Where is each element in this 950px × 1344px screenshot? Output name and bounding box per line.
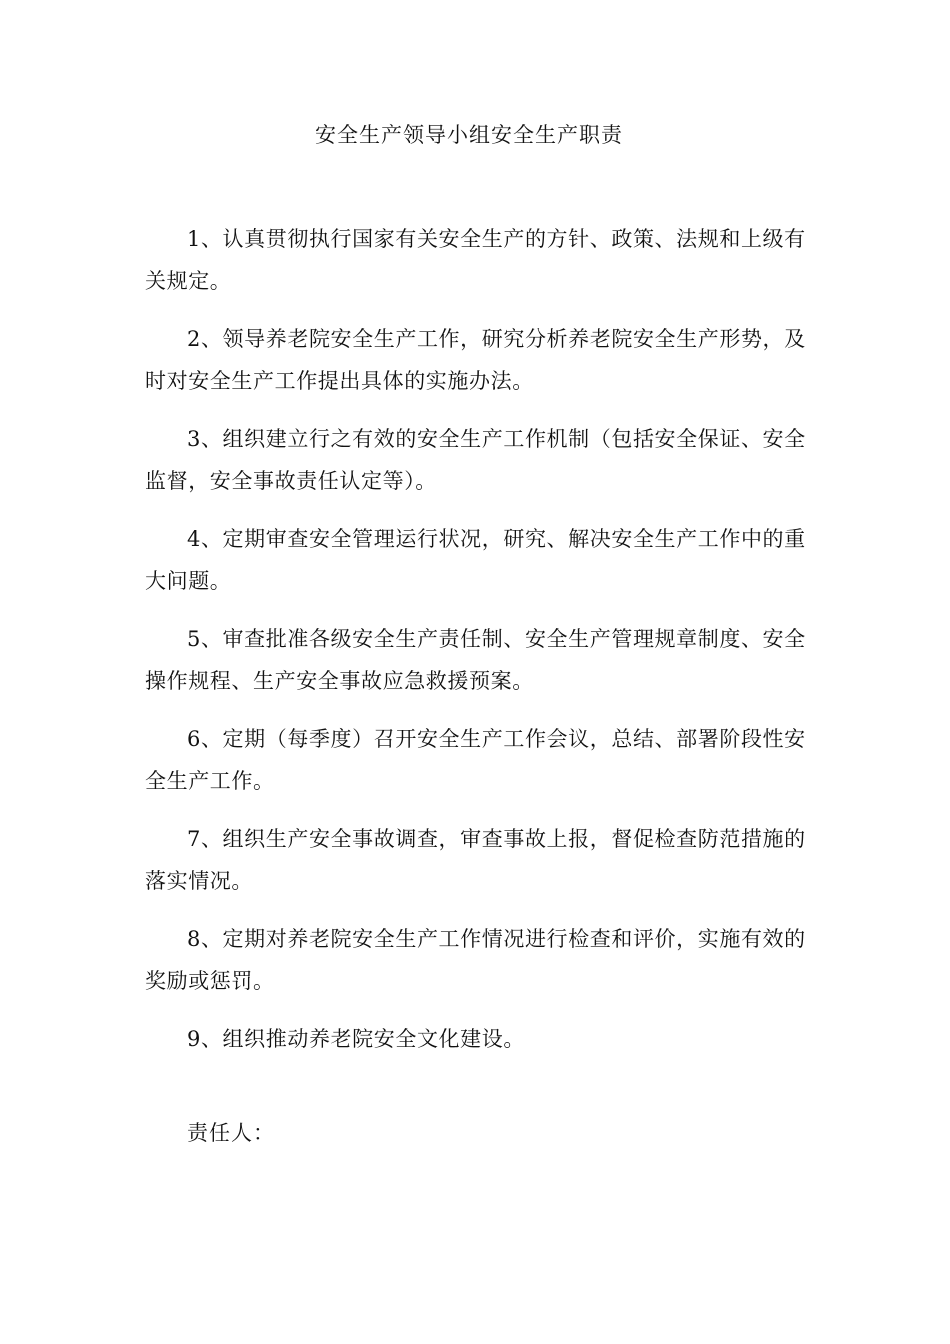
document-title: 安全生产领导小组安全生产职责 (315, 123, 623, 147)
list-item: 4、定期审查安全管理运行状况，研究、解决安全生产工作中的重大问题。 (145, 527, 806, 593)
responsible-person-label: 责任人： (187, 1121, 275, 1145)
list-item: 8、定期对养老院安全生产工作情况进行检查和评价，实施有效的奖励或惩罚。 (145, 927, 806, 993)
list-item: 2、领导养老院安全生产工作，研究分析养老院安全生产形势，及时对安全生产工作提出具体的实施办法。 (145, 327, 806, 393)
list-item: 5、审查批准各级安全生产责任制、安全生产管理规章制度、安全操作规程、生产安全事故应急救援预案。 (145, 627, 806, 693)
list-item: 3、组织建立行之有效的安全生产工作机制（包括安全保证、安全监督，安全事故责任认定等）。 (145, 427, 806, 493)
list-item: 6、定期（每季度）召开安全生产工作会议，总结、部署阶段性安全生产工作。 (145, 727, 806, 793)
list-item: 9、组织推动养老院安全文化建设。 (187, 1027, 525, 1051)
list-item: 1、认真贯彻执行国家有关安全生产的方针、政策、法规和上级有关规定。 (145, 227, 806, 293)
responsibility-list (145, 218, 815, 1076)
list-item: 7、组织生产安全事故调查，审查事故上报，督促检查防范措施的落实情况。 (145, 827, 806, 893)
